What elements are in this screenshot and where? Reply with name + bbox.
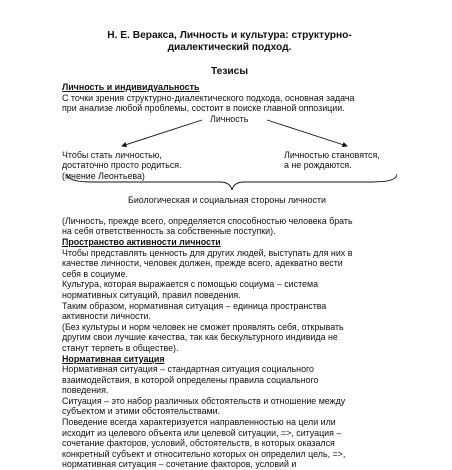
document-title-line-1: Н. Е. Веракса, Личность и культура: структурно- [107,30,352,41]
paragraph-line: субъектом и этими обстоятельствами. [62,406,221,417]
paragraph-line: нормативных ситуаций, правил поведения. [62,289,241,300]
paragraph-line: исходит из целевого объекта или целевой ситуации, =>, ситуация – [62,427,342,438]
diagram-right-line: Личностью становятся, [284,149,380,160]
paragraph-line: конкретный субъект и относительно которых он определил цель, =>, [62,448,346,459]
paragraph-line: Чтобы представлять ценность для других людей, выступать для них в [62,247,353,258]
paragraph-line: Поведение всегда характеризуется направленностью на цели или [62,417,336,428]
arrow-right [267,120,347,146]
diagram-center-label: Личность [210,113,249,124]
diagram-right-line: а не рождаются. [284,160,352,171]
paragraph-line: сочетание факторов, условий, обстоятельств, в которых оказался [62,438,335,449]
paragraph-line: (Личность, прежде всего, определяется способностью человека брать [62,215,353,226]
diagram-bottom-label: Биологическая и социальная стороны личности [128,194,327,205]
paragraph-line: на себя ответственность за собственные поступки). [62,226,276,237]
paragraph-line: другим свои лучшие качества, так как бескультурного индивида не [62,332,338,343]
section-heading-activity-space: Пространство активности личности [62,236,221,247]
section-heading-normative-situation: Нормативная ситуация [62,353,165,364]
intro-line: С точки зрения структурно-диалектического подхода, основная задача [62,92,355,103]
document-page [62,30,397,470]
paragraph-line: (Без культуры и норм человек не сможет проявлять себя, открывать [62,321,344,332]
document-subtitle: Тезисы [210,66,249,77]
paragraph-line: активности личности. [62,311,151,322]
paragraph-line: качестве личности, человек должен, прежде всего, адекватно вести [62,258,343,269]
paragraph-line: станут терпеть в обществе). [62,342,179,353]
paragraph-line: Культура, которая выражается с помощью социума – система [62,279,319,290]
section-heading-personality: Личность и индивидуальность [62,82,200,92]
intro-line: при анализе любой проблемы, состоит в поиске главной оппозиции. [62,103,345,114]
diagram-left-line: достаточно просто родиться. [62,160,182,171]
paragraph-line: взаимодействия, в которой определены правила социального [62,374,319,385]
opposition-diagram [62,114,397,212]
paragraph-line: Нормативная ситуация – стандартная ситуация социального [62,364,314,375]
diagram-left-line: (мнение Леонтьева) [62,170,145,181]
diagram-left-line: Чтобы стать личностью, [62,149,162,160]
paragraph-line: себя в социуме. [62,268,128,279]
paragraph-line: Таким образом, нормативная ситуация – единица пространства [62,300,327,311]
paragraph-line: Ситуация – это набор различных обстоятельств и отношение между [62,395,346,406]
paragraph-line: поведения. [62,385,109,396]
document-title-line-2: диалектический подход. [167,42,292,53]
paragraph-line: нормативная ситуация – сочетание факторов, условий и [62,459,297,470]
arrow-left [122,120,202,146]
